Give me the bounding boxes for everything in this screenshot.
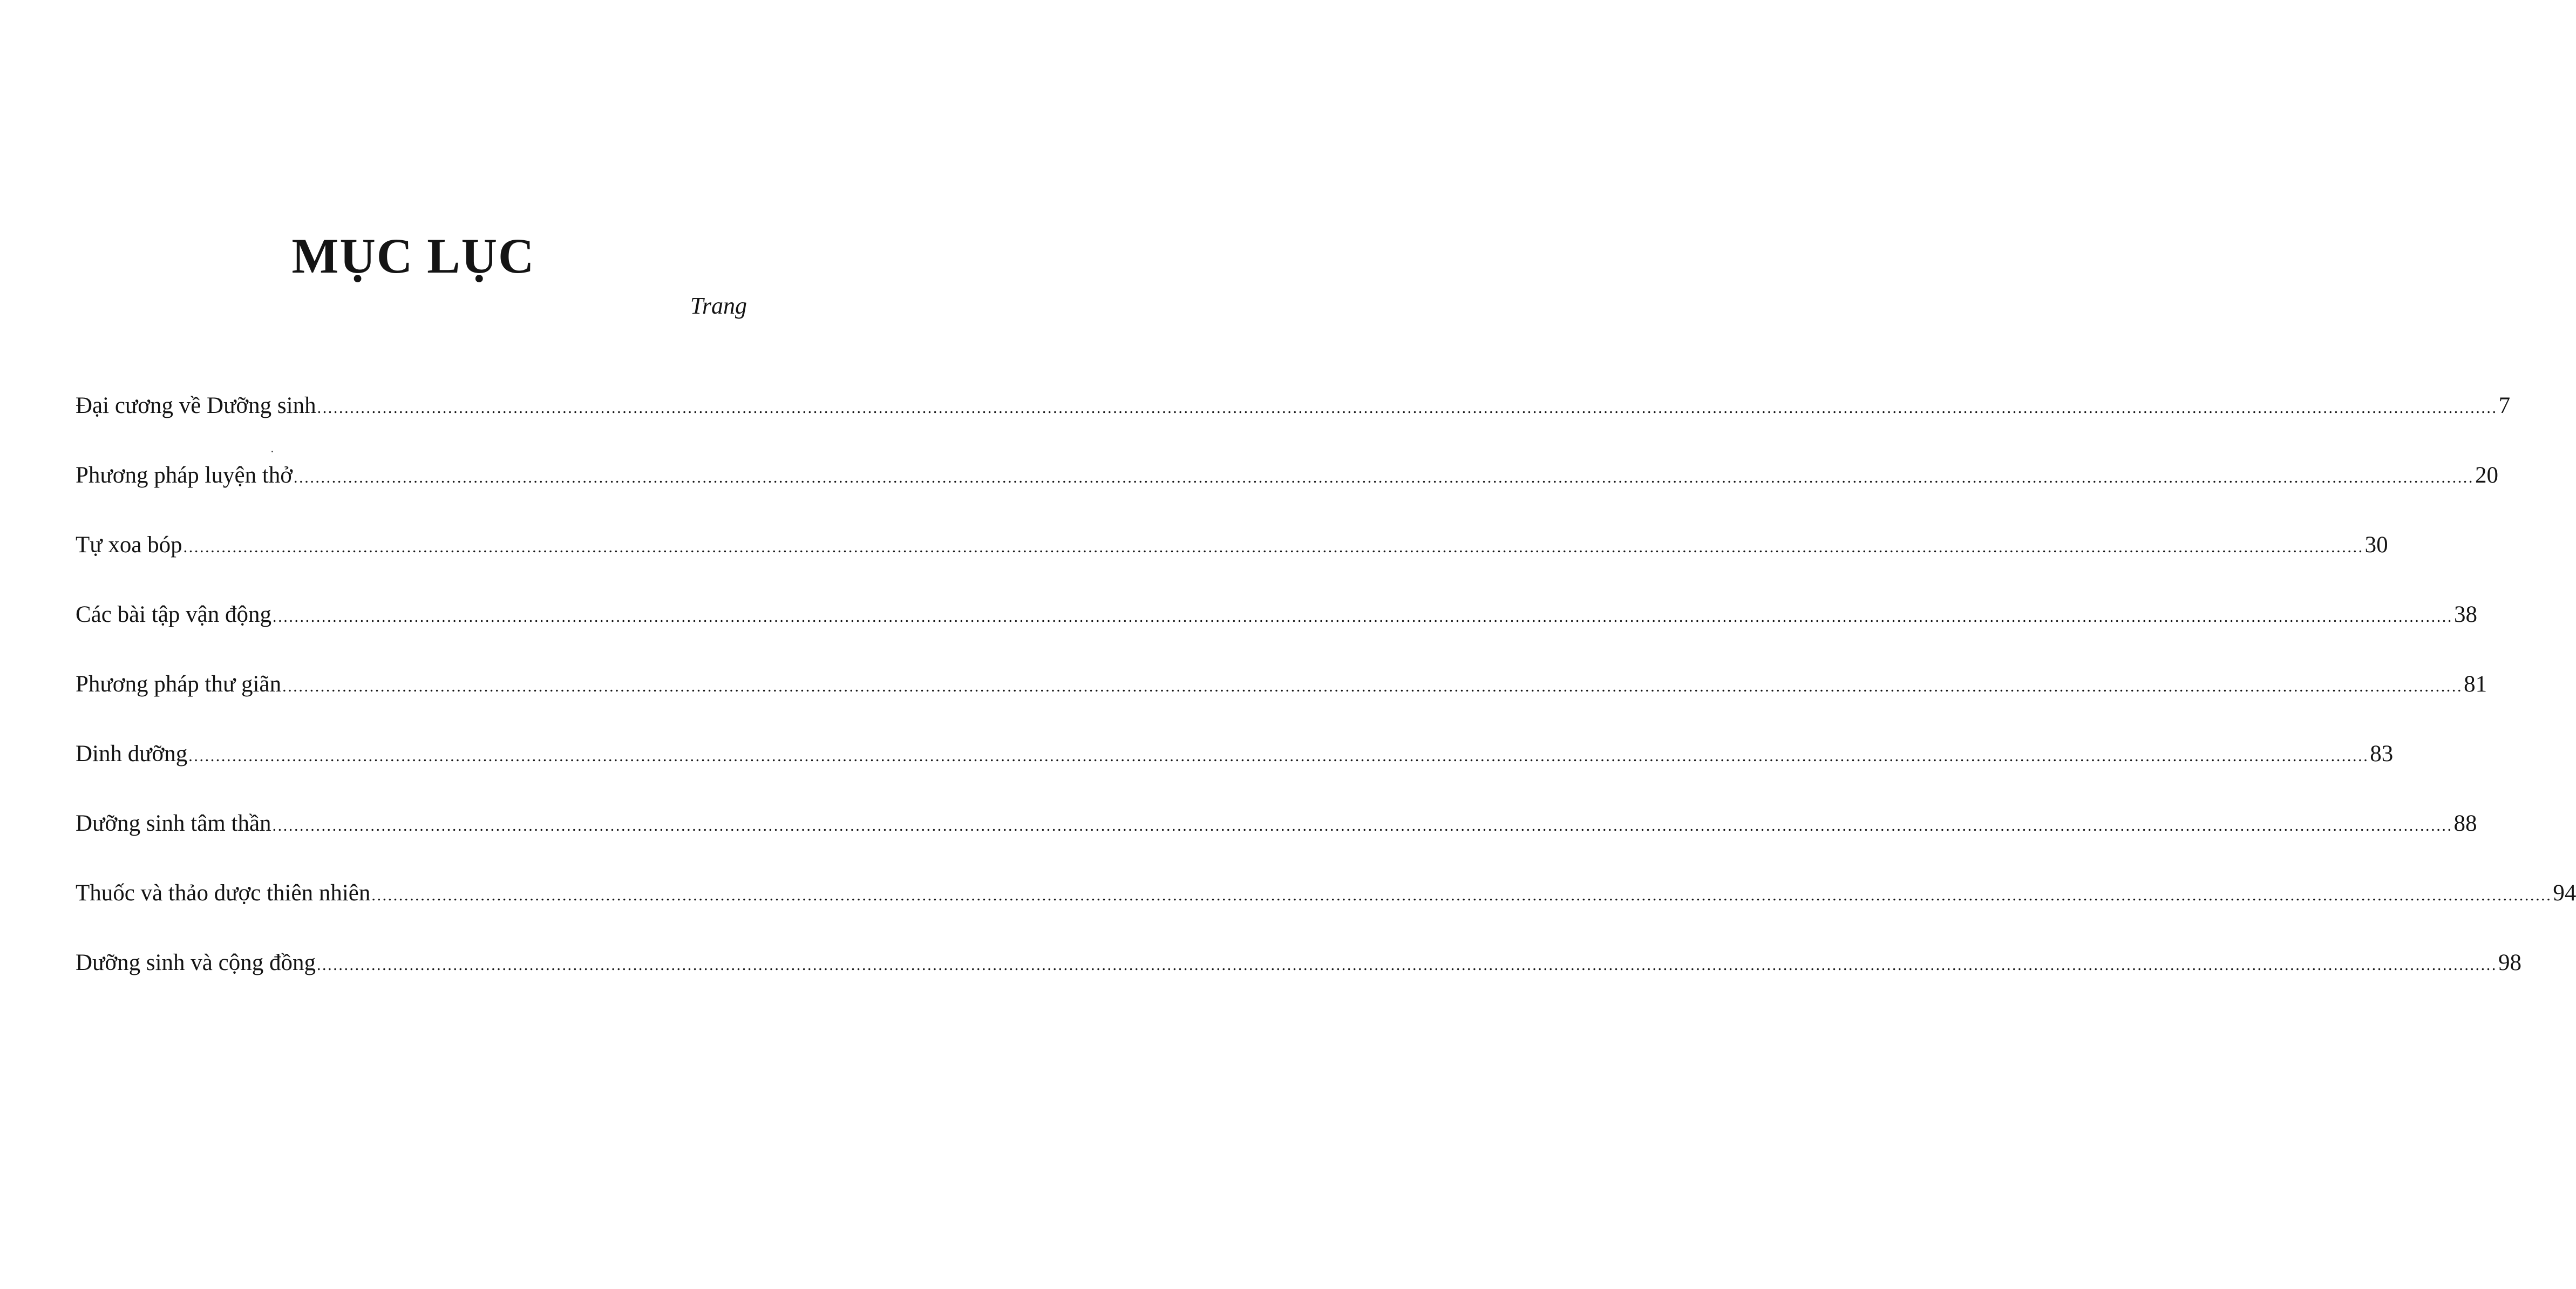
toc-entry-page: 30 xyxy=(2364,532,2388,558)
dot-leader: ................................................................................................................................................................................................................................................................................................................................................................................................................ xyxy=(294,469,2475,486)
toc-entry-title: Phương pháp thư giãn xyxy=(76,671,282,697)
toc-entry xyxy=(76,532,2388,603)
page-column-label: Trang xyxy=(690,293,747,319)
toc-entry-title: Dưỡng sinh tâm thần xyxy=(76,811,271,836)
dot-leader: ................................................................................................................................................................................................................................................................................................................................................................................................................ xyxy=(273,608,2453,626)
toc-entry-page: 7 xyxy=(2498,393,2511,418)
toc-entry-title: Phương pháp luyện thở xyxy=(76,463,293,488)
dot-leader: ................................................................................................................................................................................................................................................................................................................................................................................................................ xyxy=(317,399,2498,417)
dot-leader: ................................................................................................................................................................................................................................................................................................................................................................................................................ xyxy=(371,886,2552,904)
toc-entry xyxy=(76,602,2478,673)
dot-leader: ................................................................................................................................................................................................................................................................................................................................................................................................................ xyxy=(188,747,2369,765)
page-title: MỤC LỤC xyxy=(291,228,535,283)
dot-leader: ................................................................................................................................................................................................................................................................................................................................................................................................................ xyxy=(272,817,2453,835)
toc-entry-title: Dưỡng sinh và cộng đồng xyxy=(76,950,316,975)
toc-entry xyxy=(76,950,2521,1021)
toc-entry-title: Dinh dưỡng xyxy=(76,741,188,766)
dot-leader: ................................................................................................................................................................................................................................................................................................................................................................................................................ xyxy=(282,677,2463,695)
scan-speck xyxy=(271,451,273,452)
toc-entry xyxy=(76,811,2477,881)
toc-entry-page: 88 xyxy=(2453,811,2477,836)
toc-entry xyxy=(76,463,2499,533)
toc-entry-page: 20 xyxy=(2475,463,2499,488)
toc-entry-page: 83 xyxy=(2370,741,2394,766)
toc-entry-page: 81 xyxy=(2464,671,2487,697)
toc-entry-page: 94 xyxy=(2553,880,2576,906)
dot-leader: ................................................................................................................................................................................................................................................................................................................................................................................................................ xyxy=(316,956,2497,974)
toc-entry-page: 38 xyxy=(2454,602,2478,627)
toc-entry xyxy=(76,880,2576,951)
dot-leader: ................................................................................................................................................................................................................................................................................................................................................................................................................ xyxy=(183,538,2364,556)
toc-entry-title: Các bài tập vận động xyxy=(76,602,272,627)
toc-entry-title: Đại cương về Dưỡng sinh xyxy=(76,393,316,418)
toc-entry xyxy=(76,741,2394,812)
toc-entry-title: Tự xoa bóp xyxy=(76,532,182,558)
toc-entry xyxy=(76,671,2487,742)
toc-entry-title: Thuốc và thảo dược thiên nhiên xyxy=(76,880,371,906)
toc-entry xyxy=(76,393,2511,464)
table-of-contents xyxy=(76,393,2576,1021)
toc-entry-page: 98 xyxy=(2498,950,2521,975)
